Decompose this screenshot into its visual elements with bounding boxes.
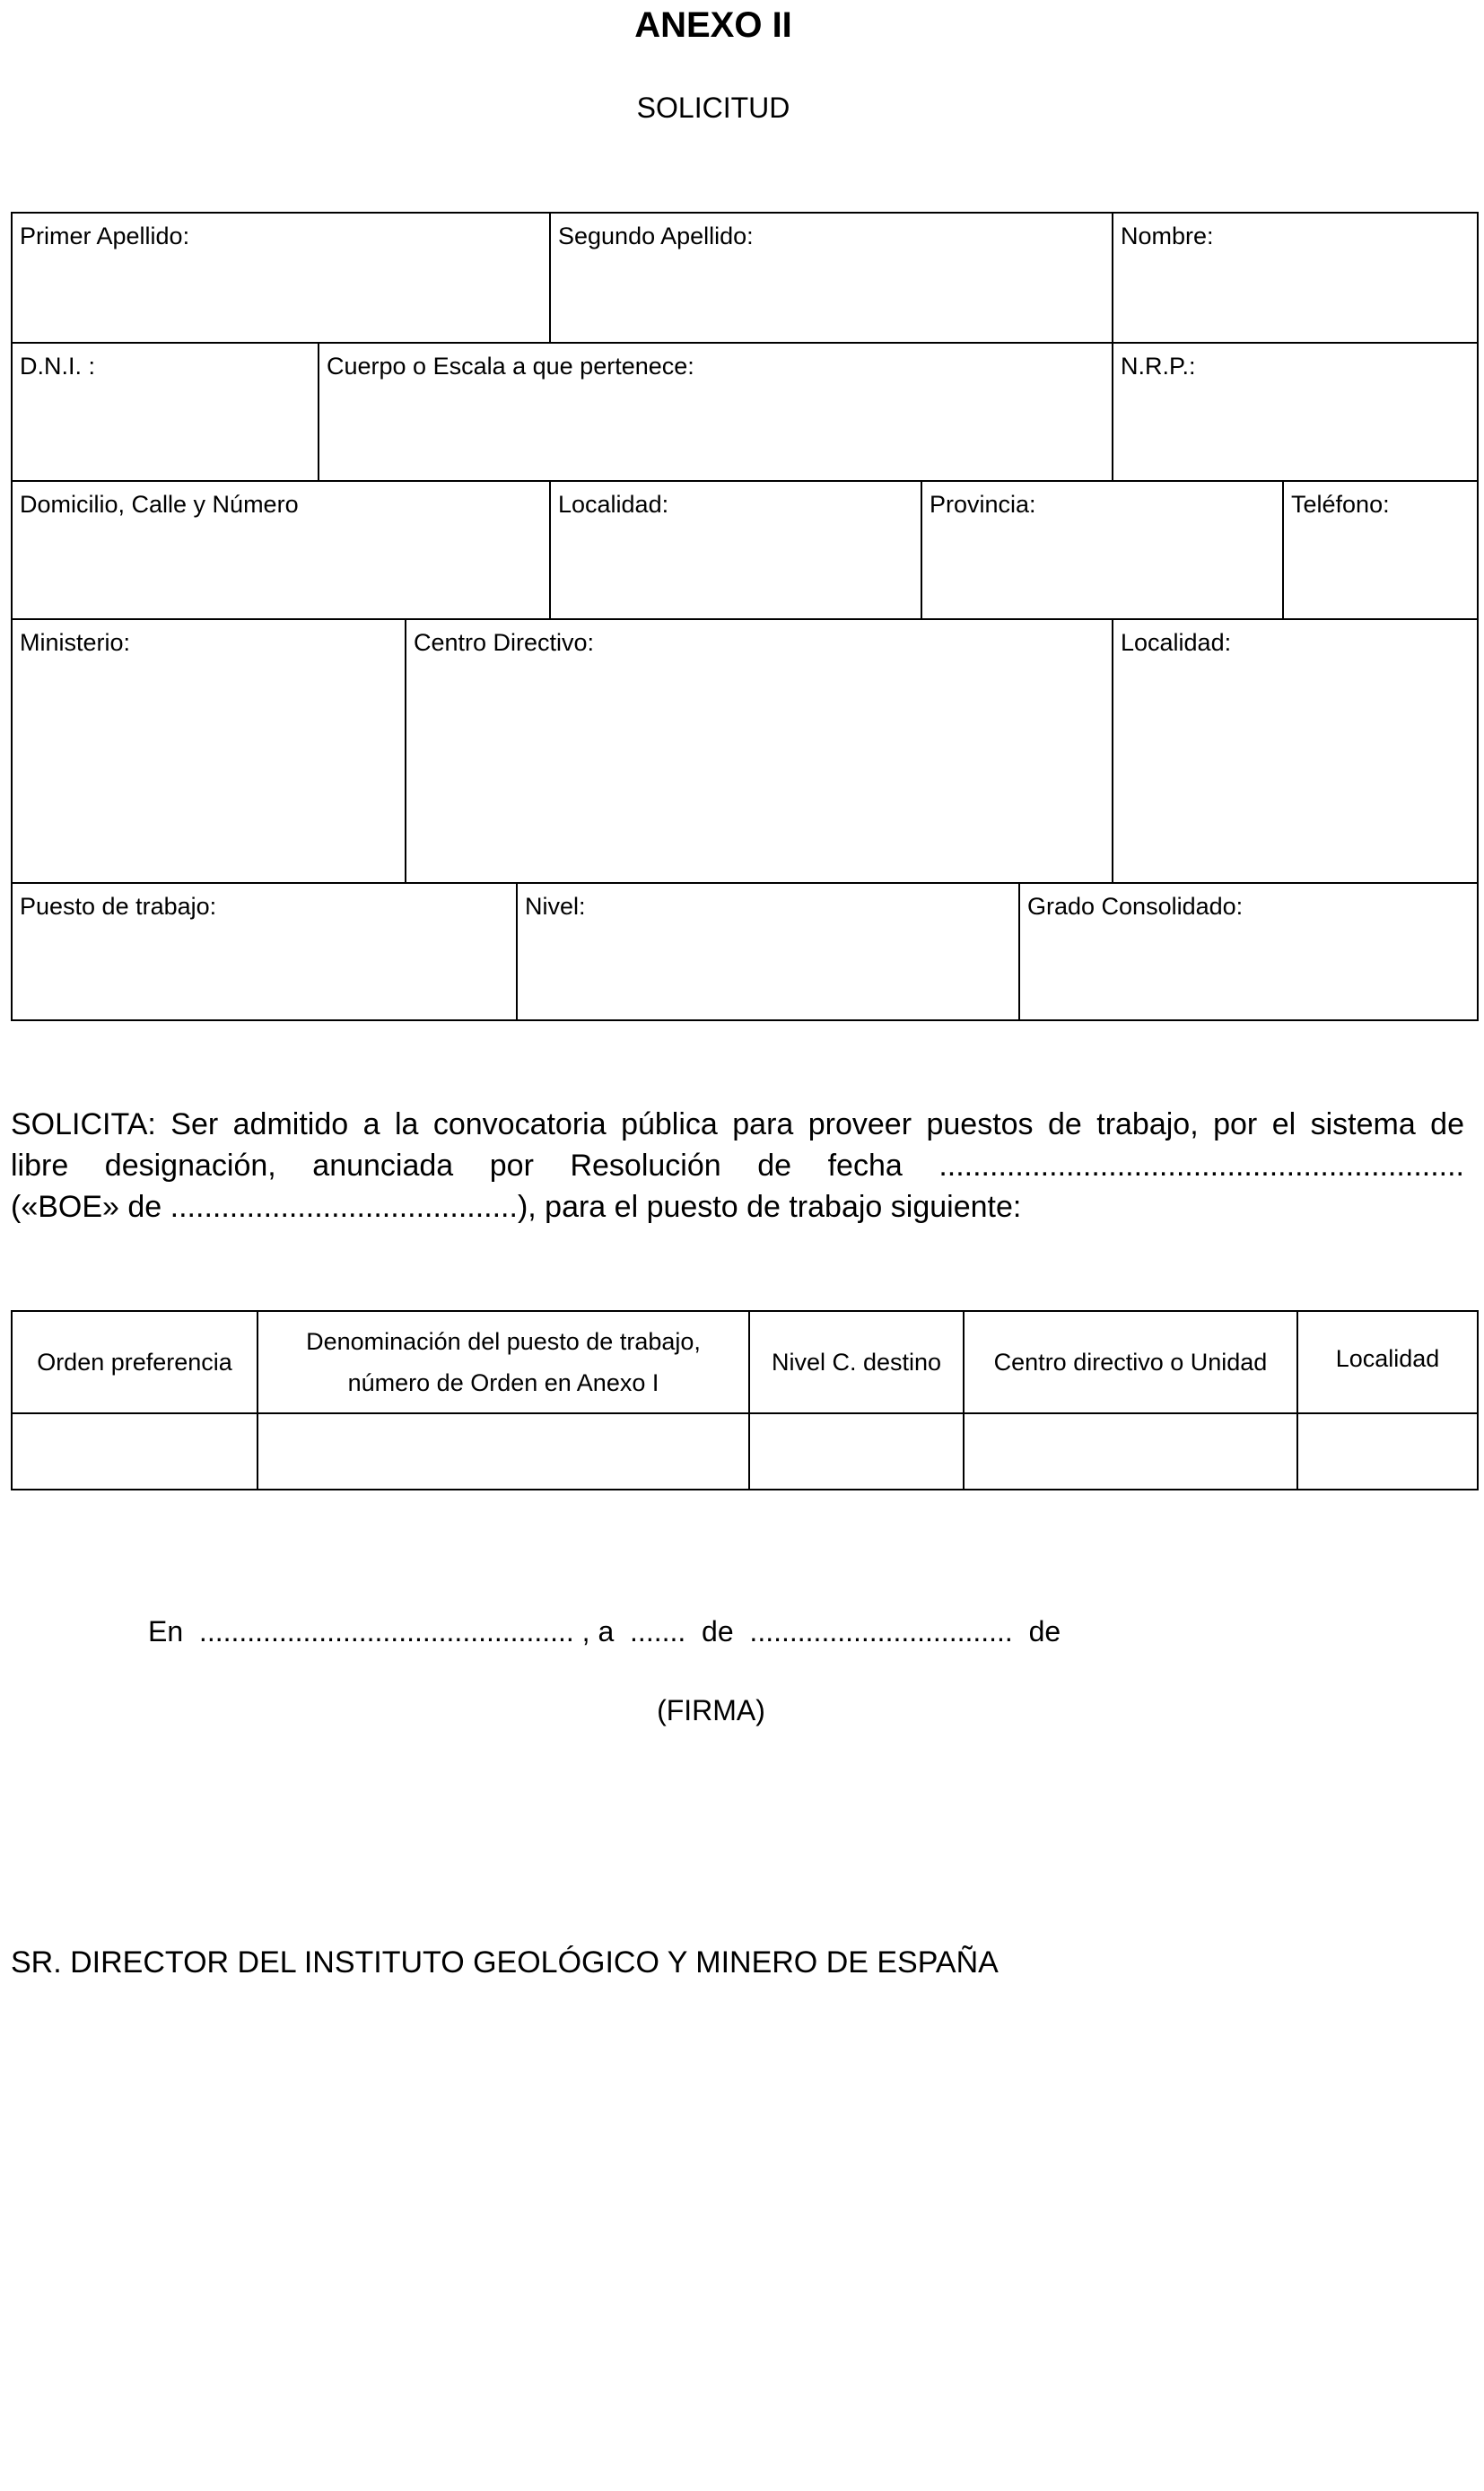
field-label: Teléfono: — [1291, 491, 1390, 518]
field-label: Puesto de trabajo: — [20, 893, 217, 920]
field-nivel[interactable] — [516, 882, 1020, 1021]
field-domicilio[interactable] — [11, 480, 551, 620]
document-title: ANEXO II — [634, 5, 792, 45]
header-centro-directivo: Centro directivo o Unidad — [993, 1349, 1268, 1376]
field-dni[interactable] — [11, 342, 319, 482]
field-label: Primer Apellido: — [20, 223, 190, 249]
request-paragraph — [11, 1104, 1464, 1228]
field-label: Provincia: — [930, 491, 1036, 518]
table-header-cell — [963, 1310, 1298, 1414]
field-label: Nombre: — [1121, 223, 1214, 249]
request-line: SOLICITA: Ser admitido a la convocatoria pública para proveer puestos de trabajo, por el sistema de — [11, 1107, 1464, 1141]
header-denominacion-line1: Denominación del puesto de trabajo, — [306, 1328, 701, 1355]
request-line: libre designación, anunciada por Resolución de fecha .............................................................. — [11, 1149, 1464, 1183]
table-input-cell-centro[interactable] — [963, 1412, 1298, 1490]
field-label: Domicilio, Calle y Número — [20, 491, 299, 518]
field-nrp[interactable] — [1112, 342, 1479, 482]
field-telefono[interactable] — [1282, 480, 1479, 620]
header-orden-preferencia: Orden preferencia — [37, 1349, 232, 1376]
field-label: D.N.I. : — [20, 353, 96, 380]
field-segundo-apellido[interactable] — [549, 212, 1113, 344]
field-nombre[interactable] — [1112, 212, 1479, 344]
table-input-cell-nivel[interactable] — [748, 1412, 965, 1490]
request-line: («BOE» de .........................................), para el puesto de trabajo siguiente: — [11, 1190, 1022, 1224]
field-ministerio[interactable] — [11, 618, 406, 884]
table-header-cell — [11, 1310, 258, 1414]
table-header-cell — [257, 1310, 750, 1414]
field-label: Centro Directivo: — [414, 629, 595, 656]
field-puesto-trabajo[interactable] — [11, 882, 518, 1021]
field-label: Ministerio: — [20, 629, 131, 656]
field-cuerpo-escala[interactable] — [318, 342, 1113, 482]
addressee: SR. DIRECTOR DEL INSTITUTO GEOLÓGICO Y MINERO DE ESPAÑA — [11, 1945, 999, 1980]
field-localidad-domicilio[interactable] — [549, 480, 922, 620]
header-denominacion — [306, 1321, 701, 1403]
field-label: Segundo Apellido: — [558, 223, 754, 249]
signature-label: (FIRMA) — [657, 1694, 765, 1726]
field-label: N.R.P.: — [1121, 353, 1196, 380]
field-localidad-centro[interactable] — [1112, 618, 1479, 884]
field-label: Cuerpo o Escala a que pertenece: — [327, 353, 694, 380]
document-subtitle: SOLICITUD — [636, 92, 790, 124]
field-centro-directivo[interactable] — [405, 618, 1113, 884]
field-label: Localidad: — [1121, 629, 1232, 656]
table-input-cell-localidad[interactable] — [1296, 1412, 1479, 1490]
header-denominacion-line2: número de Orden en Anexo I — [347, 1369, 659, 1396]
table-input-cell-orden[interactable] — [11, 1412, 258, 1490]
table-header-cell — [1296, 1310, 1479, 1414]
field-label: Nivel: — [525, 893, 586, 920]
date-line: En ............................................... , a ....... de ................................. de — [148, 1615, 1061, 1648]
table-input-cell-denominacion[interactable] — [257, 1412, 750, 1490]
field-primer-apellido[interactable] — [11, 212, 551, 344]
header-localidad: Localidad — [1335, 1345, 1440, 1372]
field-grado-consolidado[interactable] — [1018, 882, 1479, 1021]
field-label: Localidad: — [558, 491, 669, 518]
header-nivel-destino: Nivel C. destino — [771, 1349, 942, 1376]
field-provincia[interactable] — [921, 480, 1284, 620]
field-label: Grado Consolidado: — [1027, 893, 1244, 920]
table-header-cell — [748, 1310, 965, 1414]
